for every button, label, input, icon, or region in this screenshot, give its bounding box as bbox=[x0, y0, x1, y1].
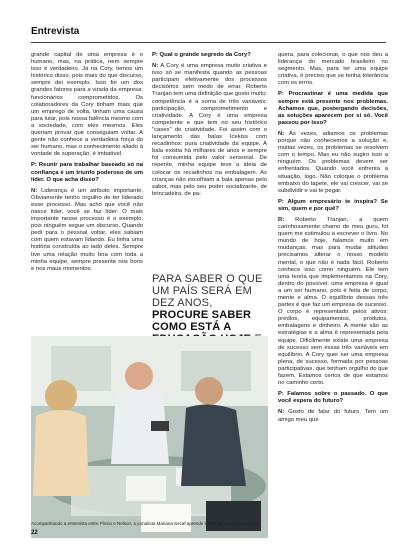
photo-caption: Acompanhando a entrevista entre Píssio e Nelson, a jornalista Mariana Secaf aprende lições de vida e superação bbox=[31, 521, 258, 526]
interview-question: P: Qual o grande segredo da Cory? bbox=[152, 52, 251, 58]
photo-illustration bbox=[31, 336, 268, 538]
section-label: Entrevista bbox=[31, 26, 80, 37]
interview-answer: N: Às vezes, adiamos os problemas porque não conhecemos a solução e, muitas vezes, os problemas se resolvem com o tempo. Mas eu não sugiro isso a ninguém. Os problemas devem ser enfrentados. Quando você enfrenta a situação, logo. Não coloque o problema embaixo do tapete, ele vai crescer, vai se subdividir e vai te pegar. bbox=[278, 130, 388, 194]
answer-speaker: N: bbox=[278, 409, 285, 416]
interview-answer: R: Roberto Tranjan, a quem carinhosamente chamo de meu guru, foi quem me estimulou a escrever o livro. No mundo de hoje, falamos muito em mudanças, mas para mudar atitudes precisamos alterar o nosso modelo mental, o que não é nada fácil. Roberto conhece isso como ninguém. Ele tem uma teoria que implementamos na Cory, dentro do possível: uma empresa é igual a um ser humano, pois é feita de corpo, mente e alma. O equilíbrio dessas três partes é que faz um empresa de sucesso. O corpo é representado pelos ativos: prédios, equipamentos, produtos, embalagens e dinheiro. A mente são as estratégias e a alma é representada pela equipe. Dificilmente existe uma empresa de sucesso sem essas três variáveis em equilíbrio. A Cory quer ser uma empresa plena, de sucesso, formada por pessoas participativas, que tenham orgulho do que fazem. Estamos certos de que estamos no caminho certo. bbox=[278, 216, 388, 387]
interview-question: P: Reunir para trabalhar baseado só na confiança é um triunfo poderoso de um líder. O que acha disso? bbox=[31, 162, 143, 183]
answer-speaker: N: bbox=[278, 130, 285, 137]
answer-speaker: N: bbox=[152, 63, 159, 70]
interview-question: P: Algum empresário te inspira? Se sim, quem e por quê? bbox=[278, 198, 388, 212]
interview-answer: N: A Cory é uma empresa muito criativa e isso só se manifesta quando as pessoas participam efetivamente dos processos decisórios sem medo de errar. Roberto Tranjan tem uma definição que gosto muito: competência é a soma de três variáveis: participação, comprometimento e criatividade. A Cory é uma empresa competente e que tem no seu histórico "cases" de criatividade. Foi assim com o lançamento das balas Icekiss com recadinhos: pura criatividade da equipe. A bala existia há milhares de anos e sempre foi consumida pelo valor sensorial. De repente, minha equipe teve a ideia de colocar os recadinhos na embalagem. As crianças não escolhiam a bala apenas pelo sabor, mas pelo seu poder socializante, de brincadeira, de pa- bbox=[152, 63, 267, 197]
page-number: 22 bbox=[31, 530, 38, 536]
column-1 bbox=[31, 52, 143, 277]
interview-question: P: Falamos sobre o passado. O que você espera do futuro? bbox=[278, 391, 388, 405]
body-paragraph: grande capital de uma empresa é o humano, mas, na prática, nem sempre isso é verdadeiro. Já na Cory, temos um histórico disso, pois mais do que discurso, sempre dei exemplo. Isso foi um dos grandes fatores para a virada da empresa: funcionários comprometidos. Os colaboradores da Cory tinham mais que um emprego de volta, tinham uma causa para lutar, pois nossa falência mesmo com a sociedade, com eles mesmos. Eles queriam provar que conseguiam voltar. A gente não conhece a verdadeira força do ser humano, mas o conhecimento aliado à vontade de superação, é imbatível. bbox=[31, 52, 143, 158]
header-rule bbox=[31, 42, 386, 43]
answer-speaker: N: bbox=[31, 187, 38, 194]
answer-speaker: R: bbox=[278, 216, 285, 223]
column-3 bbox=[278, 52, 388, 428]
pull-quote-part-2: PROCURE SABER COMO ESTÁ A bbox=[152, 309, 252, 333]
pull-quote-part-1: PARA SABER O QUE UM PAÍS SERÁ EM DEZ ANOS, bbox=[152, 273, 263, 309]
body-paragraph: quera, para colecionar, o que nos deu a liderança do mercado brasileiro no segmento. Mas, para ter uma equipe criativa, é preciso que se tenha tolerância com os erros. bbox=[278, 52, 388, 87]
interview-photo bbox=[31, 336, 268, 538]
interview-question: P: Procrastinar é uma medida que sempre está presente nos problemas. Achamos que, postergando decisões, as soluções aparecem por si só. Você passou por isso? bbox=[278, 91, 388, 126]
column-2 bbox=[152, 52, 267, 202]
interview-answer: N: Gosto de falar do futuro. Tem um amigo meu que bbox=[278, 409, 388, 423]
interview-answer: N: Liderança é um atributo importante. Obviamente tenho orgulho de ter liderado esse processo. Mas acho que você não nasce líder, você se faz líder. O mais importante nesse processo é o exemplo, pois ninguém segue um discurso. Quando pedi para o pessoal voltar, eles sabiam com quem estavam lidando. Eu tinha uma história construída ao lado deles. Sempre tive uma relação muito boa com toda a minha equipe, sempre presente nos bons e nos maus momentos. bbox=[31, 187, 143, 272]
